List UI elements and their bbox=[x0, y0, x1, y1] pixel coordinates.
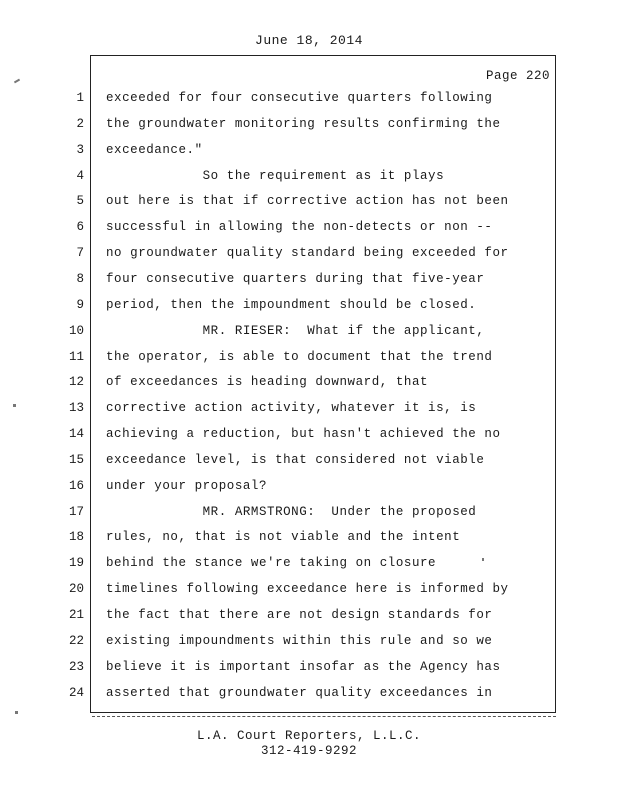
line-number: 16 bbox=[68, 479, 84, 493]
transcript-line-text: MR. RIESER: What if the applicant, bbox=[106, 324, 485, 338]
line-number: 15 bbox=[68, 453, 84, 467]
transcript-line-text: the groundwater monitoring results confirming the bbox=[106, 117, 501, 131]
scan-speck bbox=[15, 711, 18, 714]
line-number: 24 bbox=[68, 686, 84, 700]
transcript-line-text: the operator, is able to document that the trend bbox=[106, 350, 493, 364]
transcript-line-text: out here is that if corrective action has not been bbox=[106, 194, 509, 208]
footer-reporter-name: L.A. Court Reporters, L.L.C. bbox=[196, 729, 422, 743]
transcript-line-text: existing impoundments within this rule and so we bbox=[106, 634, 493, 648]
line-number: 6 bbox=[76, 220, 84, 234]
line-number: 2 bbox=[76, 117, 84, 131]
line-number: 20 bbox=[68, 582, 84, 596]
transcript-date: June 18, 2014 bbox=[255, 33, 363, 48]
transcript-line-text: timelines following exceedance here is informed by bbox=[106, 582, 509, 596]
transcript-line-text: exceedance." bbox=[106, 143, 203, 157]
line-number: 8 bbox=[76, 272, 84, 286]
scan-speck bbox=[14, 79, 20, 84]
transcript-line-text: MR. ARMSTRONG: Under the proposed bbox=[106, 505, 477, 519]
line-number: 19 bbox=[68, 556, 84, 570]
transcript-line-text: four consecutive quarters during that five-year bbox=[106, 272, 485, 286]
footer-phone: 312-419-9292 bbox=[260, 744, 357, 758]
transcript-line-text: under your proposal? bbox=[106, 479, 268, 493]
transcript-line-text: exceeded for four consecutive quarters following bbox=[106, 91, 493, 105]
transcript-line-text: successful in allowing the non-detects or non -- bbox=[106, 220, 493, 234]
transcript-line-text: corrective action activity, whatever it is, is bbox=[106, 401, 477, 415]
transcript-line-text: behind the stance we're taking on closure bbox=[106, 556, 437, 570]
line-number: 3 bbox=[76, 143, 84, 157]
bottom-divider bbox=[92, 716, 556, 717]
line-number: 17 bbox=[68, 505, 84, 519]
transcript-line-text: period, then the impoundment should be closed. bbox=[106, 298, 477, 312]
line-number: 4 bbox=[76, 169, 84, 183]
transcript-line-text: no groundwater quality standard being exceeded for bbox=[106, 246, 509, 260]
line-number: 10 bbox=[68, 324, 84, 338]
transcript-line-text: So the requirement as it plays bbox=[106, 169, 445, 183]
line-number: 11 bbox=[68, 350, 84, 364]
line-number: 9 bbox=[76, 298, 84, 312]
scan-speck bbox=[482, 558, 484, 561]
line-number: 14 bbox=[68, 427, 84, 441]
line-number: 1 bbox=[76, 91, 84, 105]
line-number: 7 bbox=[76, 246, 84, 260]
line-number: 23 bbox=[68, 660, 84, 674]
transcript-line-text: exceedance level, is that considered not viable bbox=[106, 453, 485, 467]
line-number: 21 bbox=[68, 608, 84, 622]
transcript-line-text: the fact that there are not design standards for bbox=[106, 608, 493, 622]
line-number: 13 bbox=[68, 401, 84, 415]
transcript-line-text: asserted that groundwater quality exceedances in bbox=[106, 686, 493, 700]
transcript-line-text: achieving a reduction, but hasn't achieved the no bbox=[106, 427, 501, 441]
line-number: 22 bbox=[68, 634, 84, 648]
line-number: 12 bbox=[68, 375, 84, 389]
line-number: 18 bbox=[68, 530, 84, 544]
line-number: 5 bbox=[76, 194, 84, 208]
transcript-line-text: rules, no, that is not viable and the intent bbox=[106, 530, 461, 544]
transcript-line-text: believe it is important insofar as the Agency has bbox=[106, 660, 501, 674]
scan-speck bbox=[13, 404, 16, 407]
page-number: Page 220 bbox=[485, 69, 550, 83]
transcript-line-text: of exceedances is heading downward, that bbox=[106, 375, 429, 389]
